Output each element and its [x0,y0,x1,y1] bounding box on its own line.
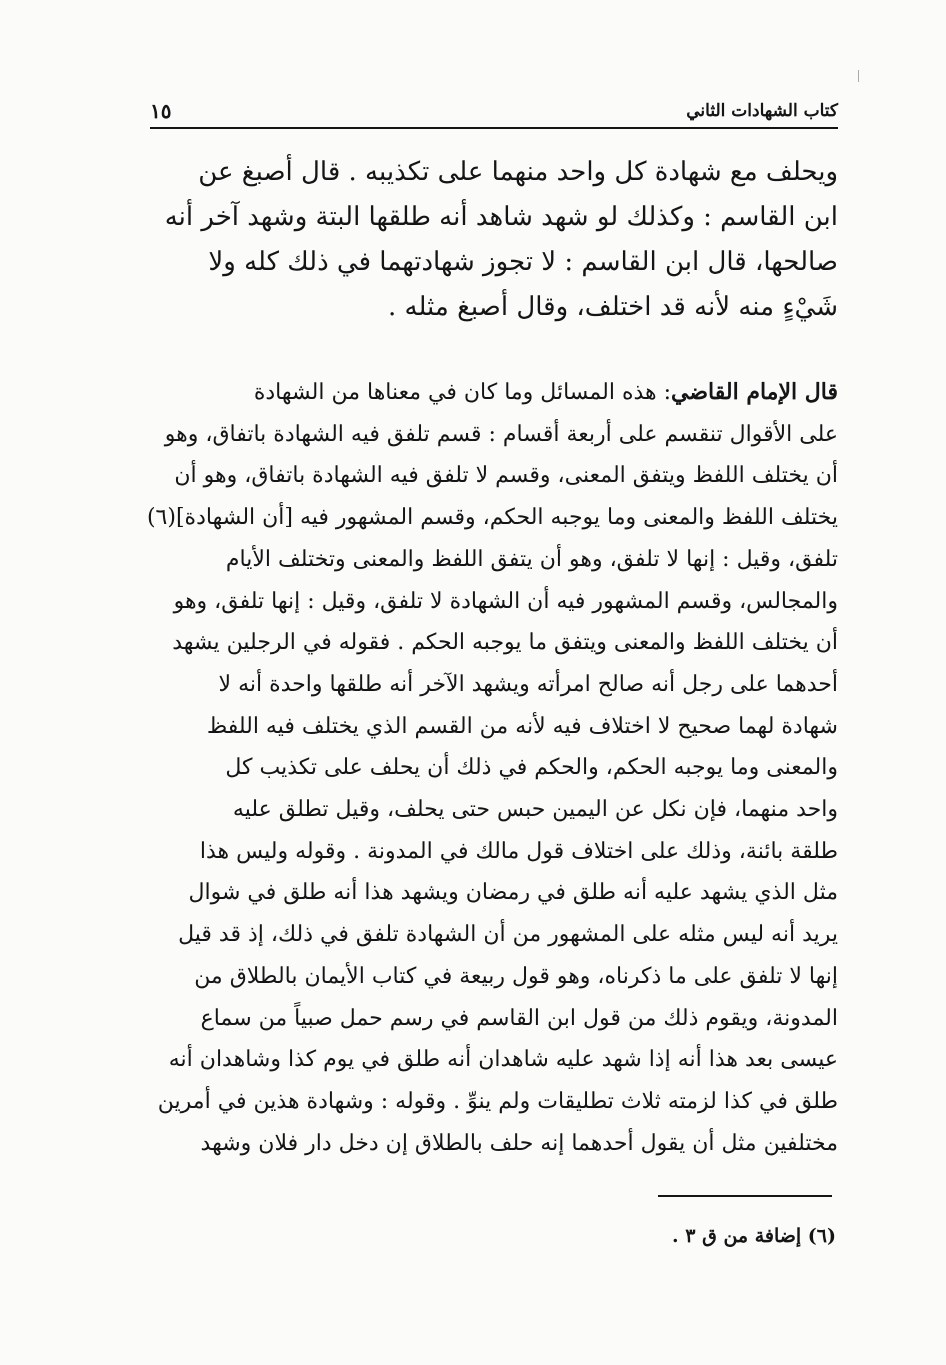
text-line: إنها لا تلفق على ما ذكرناه، وهو قول ربيعة في كتاب الأيمان بالطلاق من [194,963,838,989]
text-line: على الأقوال تنقسم على أربعة أقسام : قسم تلفق فيه الشهادة باتفاق، وهو [164,421,838,447]
text-line: ويحلف مع شهادة كل واحد منهما على تكذيبه . قال أصبغ عن [198,157,838,187]
speaker-heading: قال الإمام القاضي [671,379,838,405]
footnote-separator [658,1195,832,1197]
page-number: ١٥ [150,99,172,123]
text-line-rest: : هذه المسائل وما كان في معناها من الشهادة [253,380,672,405]
text-line: شَيْءٍ منه لأنه قد اختلف، وقال أصبغ مثله . [387,292,838,322]
text-line: أن يختلف اللفظ والمعنى ويتفق ما يوجبه الحكم . فقوله في الرجلين يشهد [172,630,838,656]
footnote: (٦) إضافة من ق ٣ . [672,1225,836,1247]
text-line: مثل الذي يشهد عليه أنه طلق في رمضان ويشهد هذا أنه طلق في شوال [188,880,838,906]
text-line-lead [140,372,838,414]
paragraph-1 [140,150,838,330]
text-line: والمعنى وما يوجبه الحكم، والحكم في ذلك أن يحلف على تكذيب كل [225,755,838,781]
text-line: يختلف اللفظ والمعنى وما يوجبه الحكم، وقسم المشهور فيه [أن الشهادة](٦) [146,505,838,531]
book-title: كتاب الشهادات الثاني [686,101,838,121]
text-line: واحد منهما، فإن نكل عن اليمين حبس حتى يحلف، وقيل تطلق عليه [232,797,838,823]
running-header [150,95,838,129]
text-line: مختلفين مثل أن يقول أحدهما إنه حلف بالطلاق إن دخل دار فلان وشهد [200,1130,838,1156]
text-line: عيسى بعد هذا أنه إذا شهد عليه شاهدان أنه طلق في يوم كذا وشاهدان أنه [168,1047,838,1073]
text-line: والمجالس، وقسم المشهور فيه أن الشهادة لا تلفق، وقيل : إنها تلفق، وهو [173,588,838,614]
paragraph-2 [140,372,838,1164]
margin-mark [858,70,859,82]
text-line: طلقة بائنة، وذلك على اختلاف قول مالك في المدونة . وقوله وليس هذا [199,838,838,864]
text-line: المدونة، ويقوم ذلك من قول ابن القاسم في رسم حمل صبياً من سماع [200,1005,838,1031]
text-line: أحدهما على رجل أنه صالح امرأته ويشهد الآخر أنه طلقها واحدة أنه لا [218,671,838,697]
text-line: تلفق، وقيل : إنها لا تلفق، وهو أن يتفق اللفظ والمعنى وتختلف الأيام [225,546,838,572]
text-line: يريد أنه ليس مثله على المشهور من أن الشهادة تلفق في ذلك، إذ قد قيل [178,922,838,948]
text-line: أن يختلف اللفظ ويتفق المعنى، وقسم لا تلفق فيه الشهادة باتفاق، وهو أن [174,463,838,489]
text-line: ابن القاسم : وكذلك لو شهد شاهد أنه طلقها البتة وشهد آخر أنه [164,202,838,232]
text-line: شهادة لهما صحيح لا اختلاف فيه لأنه من القسم الذي يختلف فيه اللفظ [206,713,838,739]
text-line: صالحها، قال ابن القاسم : لا تجوز شهادتهما في ذلك كله ولا [208,247,838,277]
text-line: طلق في كذا لزمته ثلاث تطليقات ولم ينوِّ . وقوله : وشهادة هذين في أمرين [157,1088,838,1114]
